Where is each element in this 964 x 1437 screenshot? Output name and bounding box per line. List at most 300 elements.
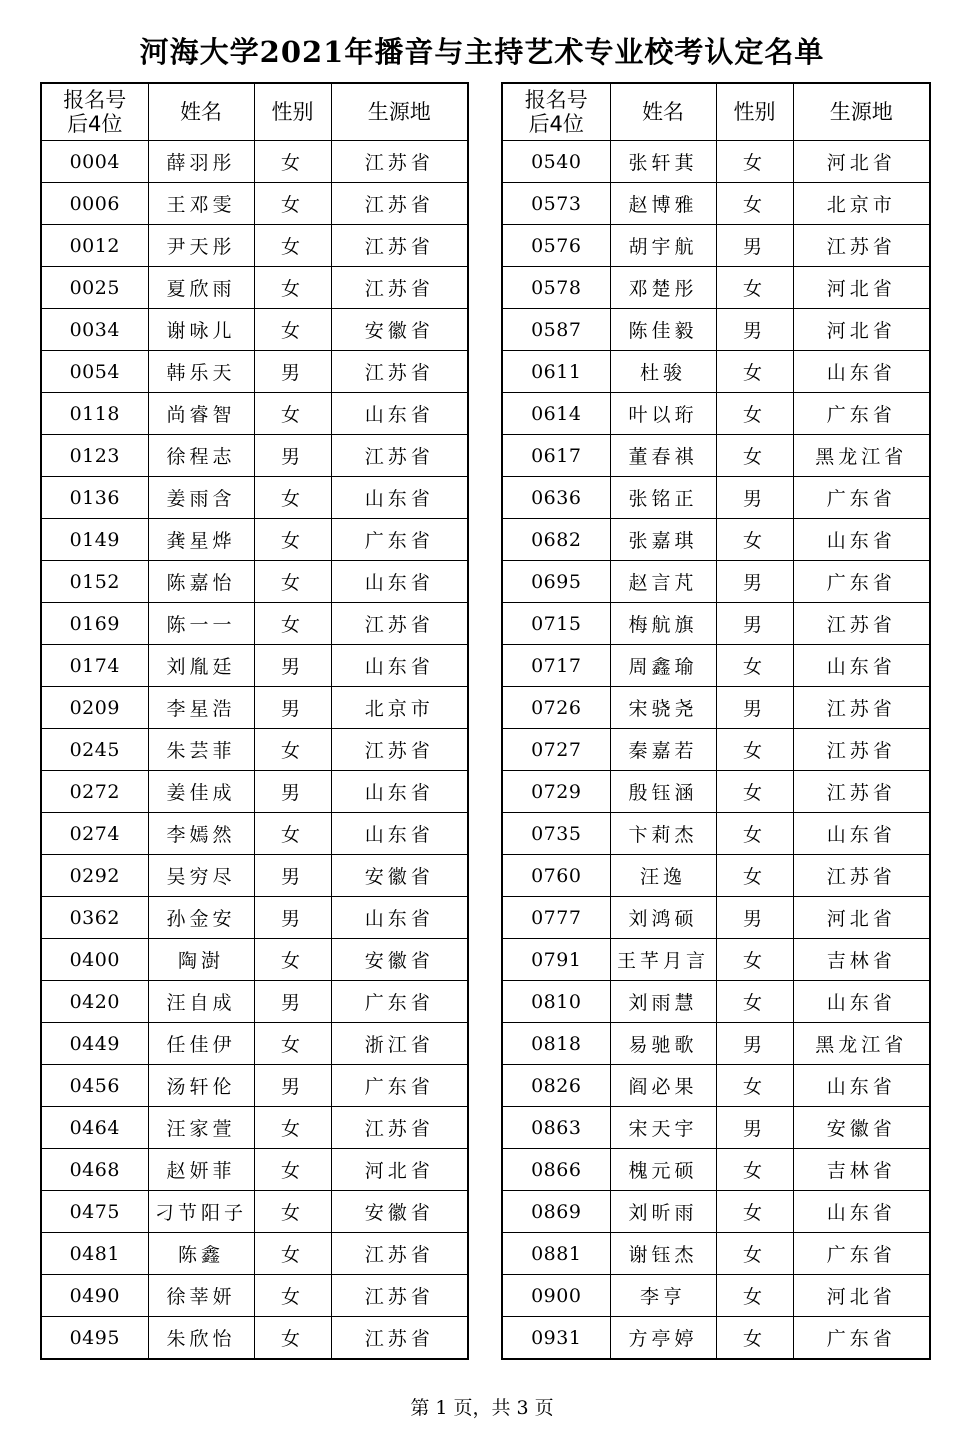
cell-gender: 男 — [254, 1065, 331, 1107]
cell-name: 卞莉杰 — [610, 813, 716, 855]
table-row — [502, 561, 930, 603]
cell-name: 任佳伊 — [148, 1023, 254, 1065]
cell-origin: 山东省 — [793, 519, 930, 561]
table-row — [41, 1191, 468, 1233]
cell-name: 杜骏 — [610, 351, 716, 393]
cell-name: 朱芸菲 — [148, 729, 254, 771]
table-row — [41, 267, 468, 309]
cell-registration-number: 0362 — [41, 897, 148, 939]
cell-registration-number: 0136 — [41, 477, 148, 519]
cell-name: 刘鸿硕 — [610, 897, 716, 939]
table-row — [41, 1065, 468, 1107]
table-body — [41, 141, 468, 1360]
cell-name: 姜雨含 — [148, 477, 254, 519]
table-row — [502, 981, 930, 1023]
cell-registration-number: 0578 — [502, 267, 610, 309]
table-row — [502, 435, 930, 477]
cell-registration-number: 0695 — [502, 561, 610, 603]
cell-name: 王芊月言 — [610, 939, 716, 981]
cell-origin: 河北省 — [793, 267, 930, 309]
table-row — [502, 309, 930, 351]
cell-registration-number: 0863 — [502, 1107, 610, 1149]
cell-gender: 男 — [716, 225, 793, 267]
cell-registration-number: 0481 — [41, 1233, 148, 1275]
header-registration-number — [502, 83, 610, 141]
cell-registration-number: 0576 — [502, 225, 610, 267]
table-row — [502, 771, 930, 813]
table-row — [502, 477, 930, 519]
table-row — [502, 225, 930, 267]
cell-origin: 山东省 — [793, 813, 930, 855]
cell-registration-number: 0152 — [41, 561, 148, 603]
table-row — [502, 645, 930, 687]
cell-gender: 男 — [716, 1107, 793, 1149]
table-row — [41, 477, 468, 519]
table-row — [502, 897, 930, 939]
cell-origin: 山东省 — [793, 351, 930, 393]
cell-origin: 山东省 — [793, 981, 930, 1023]
cell-gender: 女 — [254, 477, 331, 519]
cell-gender: 男 — [716, 897, 793, 939]
cell-origin: 山东省 — [331, 393, 468, 435]
cell-gender: 女 — [716, 519, 793, 561]
table-body — [502, 141, 930, 1360]
cell-origin: 河北省 — [793, 141, 930, 183]
cell-origin: 山东省 — [793, 645, 930, 687]
cell-registration-number: 0573 — [502, 183, 610, 225]
cell-name: 尚睿智 — [148, 393, 254, 435]
cell-registration-number: 0274 — [41, 813, 148, 855]
cell-origin: 山东省 — [331, 561, 468, 603]
cell-origin: 江苏省 — [331, 1233, 468, 1275]
cell-registration-number: 0826 — [502, 1065, 610, 1107]
cell-registration-number: 0617 — [502, 435, 610, 477]
cell-name: 汤轩伦 — [148, 1065, 254, 1107]
cell-name: 陈鑫 — [148, 1233, 254, 1275]
cell-name: 陈佳毅 — [610, 309, 716, 351]
cell-gender: 女 — [716, 855, 793, 897]
document-title: 河海大学2021年播音与主持艺术专业校考认定名单 — [139, 35, 825, 69]
header-origin — [331, 83, 468, 141]
cell-name: 赵妍菲 — [148, 1149, 254, 1191]
header-registration-number-line: 后4位 — [67, 112, 123, 136]
cell-registration-number: 0054 — [41, 351, 148, 393]
table-row — [41, 771, 468, 813]
table-row — [41, 939, 468, 981]
table-row — [41, 981, 468, 1023]
table-row — [502, 855, 930, 897]
table-row — [502, 1275, 930, 1317]
cell-origin: 安徽省 — [793, 1107, 930, 1149]
cell-gender: 女 — [716, 183, 793, 225]
cell-name: 刁节阳子 — [148, 1191, 254, 1233]
table-row — [502, 603, 930, 645]
table-row — [502, 1065, 930, 1107]
header-gender — [716, 83, 793, 141]
cell-name: 胡宇航 — [610, 225, 716, 267]
table-row — [41, 351, 468, 393]
cell-name: 叶以珩 — [610, 393, 716, 435]
cell-origin: 广东省 — [793, 1317, 930, 1360]
cell-name: 陶澍 — [148, 939, 254, 981]
table-row — [41, 687, 468, 729]
table-row — [41, 225, 468, 267]
cell-name: 董春祺 — [610, 435, 716, 477]
table-row — [41, 1149, 468, 1191]
header-name — [610, 83, 716, 141]
table-row — [41, 645, 468, 687]
table-row — [502, 1233, 930, 1275]
cell-name: 槐元硕 — [610, 1149, 716, 1191]
cell-origin: 安徽省 — [331, 309, 468, 351]
cell-name: 阎必果 — [610, 1065, 716, 1107]
cell-gender: 男 — [716, 561, 793, 603]
header-name-line: 姓名 — [180, 100, 222, 124]
cell-name: 李星浩 — [148, 687, 254, 729]
cell-name: 张嘉琪 — [610, 519, 716, 561]
header-name-line: 姓名 — [642, 100, 684, 124]
cell-origin: 广东省 — [331, 519, 468, 561]
table-row — [41, 1023, 468, 1065]
table-row — [502, 351, 930, 393]
cell-registration-number: 0495 — [41, 1317, 148, 1360]
cell-origin: 江苏省 — [793, 603, 930, 645]
cell-name: 姜佳成 — [148, 771, 254, 813]
cell-name: 尹天彤 — [148, 225, 254, 267]
cell-gender: 女 — [716, 1065, 793, 1107]
cell-origin: 江苏省 — [331, 183, 468, 225]
cell-name: 梅航旗 — [610, 603, 716, 645]
cell-registration-number: 0490 — [41, 1275, 148, 1317]
cell-origin: 江苏省 — [331, 141, 468, 183]
header-origin — [793, 83, 930, 141]
cell-gender: 女 — [716, 1317, 793, 1360]
table-row — [41, 729, 468, 771]
cell-gender: 男 — [716, 477, 793, 519]
cell-origin: 浙江省 — [331, 1023, 468, 1065]
table-row — [502, 1107, 930, 1149]
cell-registration-number: 0818 — [502, 1023, 610, 1065]
cell-gender: 女 — [254, 225, 331, 267]
table-row — [41, 519, 468, 561]
cell-name: 吴穷尽 — [148, 855, 254, 897]
table-row — [41, 1233, 468, 1275]
cell-origin: 黑龙江省 — [793, 435, 930, 477]
cell-origin: 江苏省 — [331, 1317, 468, 1360]
cell-origin: 广东省 — [331, 981, 468, 1023]
cell-origin: 江苏省 — [793, 855, 930, 897]
cell-gender: 男 — [716, 1023, 793, 1065]
cell-origin: 广东省 — [793, 393, 930, 435]
cell-origin: 吉林省 — [793, 939, 930, 981]
cell-registration-number: 0025 — [41, 267, 148, 309]
table-row — [41, 393, 468, 435]
cell-gender: 女 — [716, 981, 793, 1023]
cell-registration-number: 0777 — [502, 897, 610, 939]
cell-name: 赵博雅 — [610, 183, 716, 225]
roster-table-left — [40, 82, 469, 1360]
cell-registration-number: 0587 — [502, 309, 610, 351]
cell-origin: 江苏省 — [331, 729, 468, 771]
cell-origin: 江苏省 — [331, 603, 468, 645]
cell-origin: 广东省 — [331, 1065, 468, 1107]
cell-origin: 安徽省 — [331, 939, 468, 981]
cell-name: 徐程志 — [148, 435, 254, 477]
cell-registration-number: 0611 — [502, 351, 610, 393]
cell-registration-number: 0869 — [502, 1191, 610, 1233]
cell-gender: 女 — [716, 771, 793, 813]
table-row — [41, 141, 468, 183]
cell-origin: 山东省 — [331, 771, 468, 813]
header-registration-number — [41, 83, 148, 141]
table-row — [41, 1275, 468, 1317]
cell-gender: 女 — [254, 603, 331, 645]
cell-gender: 女 — [716, 939, 793, 981]
cell-registration-number: 0123 — [41, 435, 148, 477]
cell-registration-number: 0449 — [41, 1023, 148, 1065]
cell-registration-number: 0881 — [502, 1233, 610, 1275]
cell-registration-number: 0715 — [502, 603, 610, 645]
header-gender-line: 性别 — [271, 100, 314, 124]
cell-name: 宋骁尧 — [610, 687, 716, 729]
table-row — [502, 729, 930, 771]
cell-origin: 山东省 — [331, 897, 468, 939]
cell-registration-number: 0540 — [502, 141, 610, 183]
table-row — [502, 1317, 930, 1360]
cell-origin: 安徽省 — [331, 855, 468, 897]
cell-name: 秦嘉若 — [610, 729, 716, 771]
cell-registration-number: 0464 — [41, 1107, 148, 1149]
cell-registration-number: 0900 — [502, 1275, 610, 1317]
cell-registration-number: 0475 — [41, 1191, 148, 1233]
page-footer: 第 1 页，共 3 页 — [410, 1397, 554, 1419]
table-row — [41, 561, 468, 603]
table-header-row — [41, 83, 468, 141]
cell-gender: 男 — [254, 645, 331, 687]
table-row — [502, 183, 930, 225]
cell-name: 孙金安 — [148, 897, 254, 939]
cell-gender: 男 — [254, 981, 331, 1023]
cell-registration-number: 0272 — [41, 771, 148, 813]
cell-name: 方亭婷 — [610, 1317, 716, 1360]
cell-origin: 江苏省 — [331, 225, 468, 267]
cell-gender: 男 — [254, 855, 331, 897]
cell-name: 李亨 — [610, 1275, 716, 1317]
cell-name: 陈嘉怡 — [148, 561, 254, 603]
cell-origin: 山东省 — [793, 1065, 930, 1107]
cell-gender: 女 — [254, 393, 331, 435]
cell-gender: 女 — [254, 1107, 331, 1149]
cell-registration-number: 0456 — [41, 1065, 148, 1107]
cell-registration-number: 0726 — [502, 687, 610, 729]
cell-name: 张轩萁 — [610, 141, 716, 183]
cell-origin: 江苏省 — [331, 435, 468, 477]
header-origin-line: 生源地 — [829, 100, 893, 124]
cell-registration-number: 0169 — [41, 603, 148, 645]
cell-gender: 女 — [716, 435, 793, 477]
table-row — [41, 855, 468, 897]
header-gender-line: 性别 — [733, 100, 776, 124]
table-row — [41, 183, 468, 225]
cell-registration-number: 0760 — [502, 855, 610, 897]
cell-registration-number: 0636 — [502, 477, 610, 519]
cell-name: 汪自成 — [148, 981, 254, 1023]
cell-name: 徐莘妍 — [148, 1275, 254, 1317]
cell-registration-number: 0931 — [502, 1317, 610, 1360]
cell-gender: 女 — [254, 267, 331, 309]
cell-name: 朱欣怡 — [148, 1317, 254, 1360]
table-row — [502, 141, 930, 183]
table-row — [502, 519, 930, 561]
cell-gender: 女 — [254, 519, 331, 561]
cell-name: 刘昕雨 — [610, 1191, 716, 1233]
cell-name: 陈一一 — [148, 603, 254, 645]
cell-gender: 男 — [254, 687, 331, 729]
cell-origin: 黑龙江省 — [793, 1023, 930, 1065]
header-registration-number-line: 后4位 — [528, 112, 584, 136]
cell-gender: 女 — [716, 1233, 793, 1275]
cell-registration-number: 0717 — [502, 645, 610, 687]
cell-registration-number: 0727 — [502, 729, 610, 771]
cell-registration-number: 0729 — [502, 771, 610, 813]
table-row — [502, 687, 930, 729]
cell-origin: 江苏省 — [331, 267, 468, 309]
cell-origin: 山东省 — [331, 477, 468, 519]
cell-origin: 江苏省 — [793, 687, 930, 729]
cell-gender: 女 — [716, 351, 793, 393]
cell-gender: 女 — [254, 1191, 331, 1233]
table-row — [41, 309, 468, 351]
cell-origin: 河北省 — [793, 309, 930, 351]
cell-origin: 北京市 — [793, 183, 930, 225]
cell-name: 邓楚彤 — [610, 267, 716, 309]
cell-name: 刘雨慧 — [610, 981, 716, 1023]
roster-table-right — [501, 82, 931, 1360]
cell-gender: 女 — [254, 1149, 331, 1191]
cell-gender: 女 — [716, 1191, 793, 1233]
cell-registration-number: 0174 — [41, 645, 148, 687]
cell-gender: 女 — [254, 1275, 331, 1317]
cell-gender: 女 — [716, 729, 793, 771]
cell-origin: 吉林省 — [793, 1149, 930, 1191]
table-row — [502, 267, 930, 309]
cell-gender: 女 — [254, 141, 331, 183]
cell-gender: 女 — [716, 141, 793, 183]
cell-name: 汪逸 — [610, 855, 716, 897]
cell-gender: 男 — [254, 351, 331, 393]
cell-origin: 江苏省 — [793, 729, 930, 771]
cell-registration-number: 0400 — [41, 939, 148, 981]
cell-name: 薛羽彤 — [148, 141, 254, 183]
cell-name: 谢咏儿 — [148, 309, 254, 351]
header-registration-number-line: 报名号 — [63, 88, 127, 112]
cell-name: 李嫣然 — [148, 813, 254, 855]
table-row — [41, 435, 468, 477]
cell-name: 殷钰涵 — [610, 771, 716, 813]
cell-name: 夏欣雨 — [148, 267, 254, 309]
cell-gender: 女 — [254, 1023, 331, 1065]
cell-name: 谢钰杰 — [610, 1233, 716, 1275]
cell-name: 宋天宇 — [610, 1107, 716, 1149]
table-row — [41, 1107, 468, 1149]
cell-origin: 江苏省 — [331, 1275, 468, 1317]
cell-origin: 江苏省 — [793, 771, 930, 813]
cell-origin: 北京市 — [331, 687, 468, 729]
cell-registration-number: 0735 — [502, 813, 610, 855]
cell-registration-number: 0004 — [41, 141, 148, 183]
cell-registration-number: 0149 — [41, 519, 148, 561]
table-row — [502, 1023, 930, 1065]
table-row — [502, 1149, 930, 1191]
header-registration-number-line: 报名号 — [524, 88, 588, 112]
cell-name: 易驰歌 — [610, 1023, 716, 1065]
cell-gender: 女 — [254, 183, 331, 225]
cell-origin: 江苏省 — [331, 1107, 468, 1149]
cell-origin: 山东省 — [331, 813, 468, 855]
cell-gender: 女 — [716, 1275, 793, 1317]
cell-origin: 河北省 — [793, 897, 930, 939]
table-row — [41, 603, 468, 645]
cell-gender: 男 — [254, 435, 331, 477]
cell-gender: 女 — [716, 267, 793, 309]
cell-name: 周鑫瑜 — [610, 645, 716, 687]
cell-registration-number: 0468 — [41, 1149, 148, 1191]
cell-registration-number: 0006 — [41, 183, 148, 225]
cell-origin: 河北省 — [793, 1275, 930, 1317]
cell-registration-number: 0012 — [41, 225, 148, 267]
cell-gender: 女 — [254, 309, 331, 351]
cell-origin: 山东省 — [331, 645, 468, 687]
cell-registration-number: 0420 — [41, 981, 148, 1023]
cell-registration-number: 0034 — [41, 309, 148, 351]
cell-registration-number: 0118 — [41, 393, 148, 435]
table-row — [502, 813, 930, 855]
cell-registration-number: 0810 — [502, 981, 610, 1023]
cell-origin: 山东省 — [793, 1191, 930, 1233]
cell-gender: 女 — [716, 393, 793, 435]
table-row — [41, 1317, 468, 1360]
cell-origin: 安徽省 — [331, 1191, 468, 1233]
cell-name: 汪家萱 — [148, 1107, 254, 1149]
cell-gender: 男 — [716, 603, 793, 645]
cell-gender: 女 — [254, 939, 331, 981]
table-row — [502, 1191, 930, 1233]
cell-gender: 女 — [254, 1233, 331, 1275]
cell-origin: 广东省 — [793, 477, 930, 519]
cell-origin: 江苏省 — [331, 351, 468, 393]
table-row — [502, 939, 930, 981]
cell-origin: 广东省 — [793, 561, 930, 603]
cell-name: 王邓雯 — [148, 183, 254, 225]
cell-name: 张铭正 — [610, 477, 716, 519]
cell-origin: 江苏省 — [793, 225, 930, 267]
table-row — [502, 393, 930, 435]
cell-origin: 河北省 — [331, 1149, 468, 1191]
cell-registration-number: 0614 — [502, 393, 610, 435]
cell-gender: 女 — [254, 561, 331, 603]
table-row — [41, 897, 468, 939]
cell-registration-number: 0791 — [502, 939, 610, 981]
cell-gender: 女 — [716, 1149, 793, 1191]
cell-registration-number: 0292 — [41, 855, 148, 897]
cell-origin: 广东省 — [793, 1233, 930, 1275]
cell-gender: 女 — [254, 813, 331, 855]
cell-name: 刘胤廷 — [148, 645, 254, 687]
cell-registration-number: 0866 — [502, 1149, 610, 1191]
header-gender — [254, 83, 331, 141]
cell-gender: 男 — [254, 771, 331, 813]
cell-gender: 男 — [716, 309, 793, 351]
